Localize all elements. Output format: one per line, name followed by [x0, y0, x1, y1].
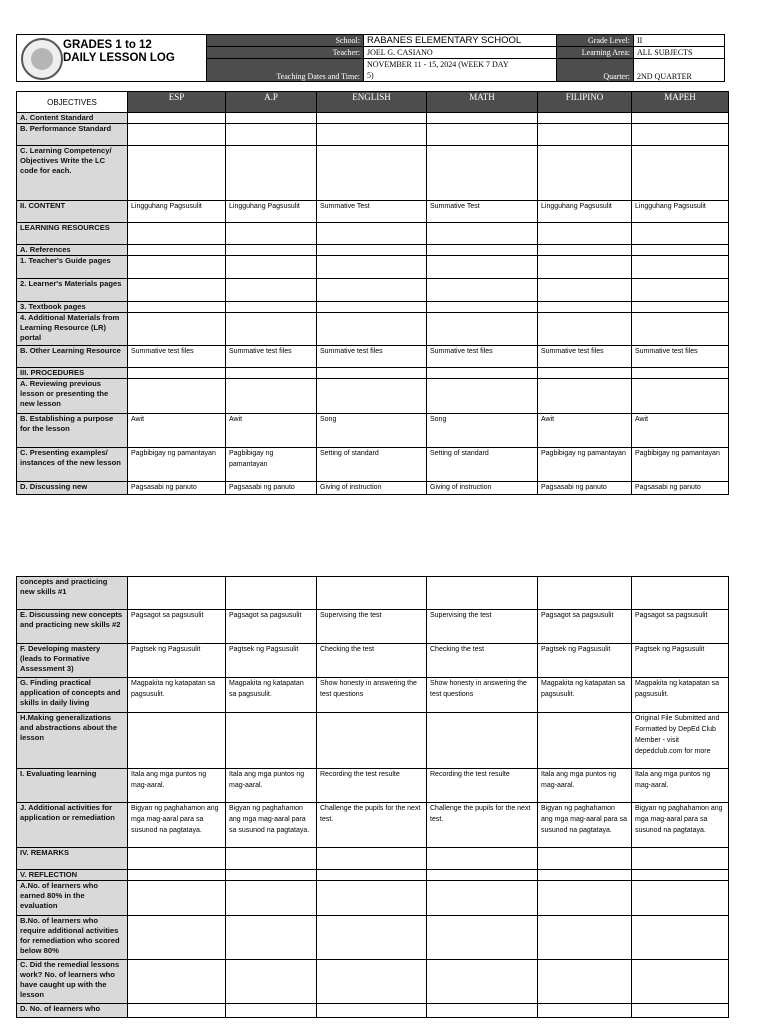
- cell-ap: [226, 256, 317, 279]
- cell-math: [427, 223, 538, 245]
- cell-esp: [128, 279, 226, 302]
- cell-ap: [226, 916, 317, 960]
- cell-english: [317, 124, 427, 146]
- lesson-log-table-page1: [16, 91, 729, 495]
- cell-ap: [226, 379, 317, 414]
- cell-filipino: Awit: [538, 414, 632, 448]
- cell-ap: Itala ang mga puntos ng mag-aaral.: [226, 769, 317, 803]
- row-label: concepts and practicing new skills #1: [17, 577, 128, 610]
- cell-mapeh: Original File Submitted and Formatted by DepEd Club Member - visit depedclub.com for more: [632, 713, 729, 769]
- row-label: D. Discussing new: [17, 482, 128, 495]
- table-row: [17, 803, 729, 848]
- table-row: [17, 448, 729, 482]
- cell-esp: [128, 124, 226, 146]
- cell-math: [427, 368, 538, 379]
- cell-esp: [128, 848, 226, 870]
- cell-ap: Bigyan ng paghahamon ang mga mag-aaral para sa susunod na pagtataya.: [226, 803, 317, 848]
- cell-esp: [128, 577, 226, 610]
- cell-ap: [226, 279, 317, 302]
- area-label: Learning Area:: [557, 47, 634, 59]
- col-header-english: ENGLISH: [317, 92, 427, 113]
- teacher-label: Teacher:: [207, 47, 364, 59]
- cell-ap: Awit: [226, 414, 317, 448]
- cell-ap: [226, 881, 317, 916]
- cell-ap: Magpakita ng katapatan sa pagsusulit.: [226, 678, 317, 713]
- cell-mapeh: Pagsasabi ng panuto: [632, 482, 729, 495]
- table-row: [17, 848, 729, 870]
- table-row: [17, 960, 729, 1004]
- row-label: A.No. of learners who earned 80% in the evaluation: [17, 881, 128, 916]
- cell-math: [427, 146, 538, 201]
- row-label: B. Establishing a purpose for the lesson: [17, 414, 128, 448]
- row-label: 4. Additional Materials from Learning Resource (LR) portal: [17, 313, 128, 346]
- cell-esp: [128, 916, 226, 960]
- cell-english: [317, 577, 427, 610]
- page2-body: [17, 577, 729, 1018]
- cell-english: Summative test files: [317, 346, 427, 368]
- table-row: [17, 113, 729, 124]
- cell-esp: [128, 313, 226, 346]
- cell-esp: [128, 379, 226, 414]
- cell-english: [317, 279, 427, 302]
- cell-english: [317, 1004, 427, 1018]
- col-header-ap: A.P: [226, 92, 317, 113]
- table-row: [17, 713, 729, 769]
- cell-mapeh: [632, 113, 729, 124]
- cell-mapeh: [632, 870, 729, 881]
- cell-mapeh: Summative test files: [632, 346, 729, 368]
- table-row: [17, 870, 729, 881]
- table-row: [17, 223, 729, 245]
- cell-filipino: [538, 256, 632, 279]
- cell-english: Challenge the pupils for the next test.: [317, 803, 427, 848]
- table-row: [17, 881, 729, 916]
- cell-filipino: [538, 313, 632, 346]
- cell-esp: Pagsagot sa pagsusulit: [128, 610, 226, 644]
- cell-filipino: [538, 881, 632, 916]
- row-label: I. Evaluating learning: [17, 769, 128, 803]
- cell-esp: [128, 881, 226, 916]
- cell-ap: [226, 313, 317, 346]
- cell-esp: Awit: [128, 414, 226, 448]
- cell-mapeh: [632, 313, 729, 346]
- cell-english: [317, 870, 427, 881]
- cell-mapeh: Pagbibigay ng pamantayan: [632, 448, 729, 482]
- row-label: C. Learning Competency/ Objectives Write the LC code for each.: [17, 146, 128, 201]
- cell-english: Giving of instruction: [317, 482, 427, 495]
- cell-english: [317, 848, 427, 870]
- cell-mapeh: [632, 848, 729, 870]
- table-row: [17, 368, 729, 379]
- row-label: 1. Teacher's Guide pages: [17, 256, 128, 279]
- table-row: [17, 313, 729, 346]
- row-label: B.No. of learners who require additional activities for remediation who scored below 80%: [17, 916, 128, 960]
- cell-esp: Lingguhang Pagsusulit: [128, 201, 226, 223]
- cell-mapeh: Lingguhang Pagsusulit: [632, 201, 729, 223]
- table-row: [17, 678, 729, 713]
- cell-math: [427, 881, 538, 916]
- cell-filipino: [538, 245, 632, 256]
- cell-esp: Pagbibigay ng pamantayan: [128, 448, 226, 482]
- cell-english: [317, 113, 427, 124]
- cell-english: [317, 368, 427, 379]
- table-row: [17, 201, 729, 223]
- cell-esp: [128, 1004, 226, 1018]
- grade-label: Grade Level:: [557, 35, 634, 47]
- cell-filipino: Itala ang mga puntos ng mag-aaral.: [538, 769, 632, 803]
- cell-filipino: [538, 124, 632, 146]
- cell-math: Summative Test: [427, 201, 538, 223]
- table-row: [17, 482, 729, 495]
- cell-mapeh: Magpakita ng katapatan sa pagsusulit.: [632, 678, 729, 713]
- header-title-line1: GRADES 1 to 12: [63, 39, 152, 51]
- cell-english: [317, 302, 427, 313]
- dates-value: [364, 59, 557, 82]
- dates-value-line1: NOVEMBER 11 - 15, 2024 (WEEK 7 DAY: [367, 60, 509, 69]
- cell-math: [427, 279, 538, 302]
- quarter-value: 2ND QUARTER: [634, 59, 725, 82]
- cell-mapeh: Awit: [632, 414, 729, 448]
- cell-esp: [128, 713, 226, 769]
- cell-esp: [128, 960, 226, 1004]
- cell-english: [317, 256, 427, 279]
- row-label: A. Reviewing previous lesson or presenting the new lesson: [17, 379, 128, 414]
- cell-mapeh: [632, 302, 729, 313]
- cell-mapeh: [632, 124, 729, 146]
- col-header-math: MATH: [427, 92, 538, 113]
- cell-math: Song: [427, 414, 538, 448]
- title-block: [16, 34, 208, 82]
- cell-mapeh: [632, 1004, 729, 1018]
- cell-math: Summative test files: [427, 346, 538, 368]
- cell-ap: [226, 245, 317, 256]
- cell-english: [317, 713, 427, 769]
- table-row: [17, 577, 729, 610]
- cell-math: Recording the test resulte: [427, 769, 538, 803]
- row-label: C. Did the remedial lessons work? No. of learners who have caught up with the lesson: [17, 960, 128, 1004]
- cell-math: Setting of standard: [427, 448, 538, 482]
- header-info-grid: [206, 34, 725, 82]
- objectives-header: OBJECTIVES: [17, 92, 128, 113]
- cell-filipino: [538, 916, 632, 960]
- cell-ap: [226, 713, 317, 769]
- cell-filipino: [538, 960, 632, 1004]
- header-title-line2: DAILY LESSON LOG: [63, 52, 175, 64]
- cell-filipino: Summative test files: [538, 346, 632, 368]
- table-row: [17, 245, 729, 256]
- cell-math: Giving of instruction: [427, 482, 538, 495]
- row-label: 3. Textbook pages: [17, 302, 128, 313]
- cell-english: Song: [317, 414, 427, 448]
- school-label: School:: [207, 35, 364, 47]
- dates-label: Teaching Dates and Time:: [207, 59, 364, 82]
- row-label: D. No. of learners who: [17, 1004, 128, 1018]
- cell-english: Supervising the test: [317, 610, 427, 644]
- lesson-log-header: [16, 34, 728, 82]
- cell-esp: Magpakita ng katapatan sa pagsusulit.: [128, 678, 226, 713]
- cell-english: [317, 881, 427, 916]
- cell-math: [427, 124, 538, 146]
- cell-esp: [128, 113, 226, 124]
- teacher-value: JOEL G. CASIANO: [364, 47, 557, 59]
- grade-value: II: [634, 35, 725, 47]
- cell-ap: Pagsagot sa pagsusulit: [226, 610, 317, 644]
- cell-mapeh: [632, 279, 729, 302]
- cell-ap: Pagsasabi ng panuto: [226, 482, 317, 495]
- cell-mapeh: Pagsagot sa pagsusulit: [632, 610, 729, 644]
- cell-esp: Summative test files: [128, 346, 226, 368]
- cell-esp: Itala ang mga puntos ng mag-aaral.: [128, 769, 226, 803]
- cell-mapeh: [632, 368, 729, 379]
- row-label: C. Presenting examples/ instances of the new lesson: [17, 448, 128, 482]
- cell-mapeh: Pagtsek ng Pagsusulit: [632, 644, 729, 678]
- cell-filipino: Magpakita ng katapatan sa pagsusulit.: [538, 678, 632, 713]
- cell-math: [427, 870, 538, 881]
- cell-esp: [128, 245, 226, 256]
- cell-filipino: [538, 279, 632, 302]
- row-label: F. Developing mastery (leads to Formative Assessment 3): [17, 644, 128, 678]
- cell-esp: [128, 368, 226, 379]
- cell-math: [427, 577, 538, 610]
- cell-math: Checking the test: [427, 644, 538, 678]
- table-row: [17, 256, 729, 279]
- dates-value-line2: 5): [367, 71, 374, 80]
- cell-mapeh: Bigyan ng paghahamon ang mga mag-aaral para sa susunod na pagtataya.: [632, 803, 729, 848]
- cell-filipino: [538, 870, 632, 881]
- table-row: [17, 146, 729, 201]
- cell-ap: Lingguhang Pagsusulit: [226, 201, 317, 223]
- row-label: A. Content Standard: [17, 113, 128, 124]
- cell-mapeh: Itala ang mga puntos ng mag-aaral.: [632, 769, 729, 803]
- cell-filipino: Pagbibigay ng pamantayan: [538, 448, 632, 482]
- cell-filipino: [538, 146, 632, 201]
- cell-esp: [128, 146, 226, 201]
- column-header-row: [17, 92, 729, 113]
- cell-esp: [128, 302, 226, 313]
- cell-mapeh: [632, 379, 729, 414]
- cell-esp: Bigyan ng paghahamon ang mga mag-aaral para sa susunod na pagtataya.: [128, 803, 226, 848]
- deped-seal-icon: [21, 38, 63, 80]
- cell-english: [317, 379, 427, 414]
- cell-esp: Pagtsek ng Pagsusulit: [128, 644, 226, 678]
- cell-ap: [226, 848, 317, 870]
- area-value: ALL SUBJECTS: [634, 47, 725, 59]
- col-header-mapeh: MAPEH: [632, 92, 729, 113]
- table-row: [17, 769, 729, 803]
- row-label: E. Discussing new concepts and practicing new skills #2: [17, 610, 128, 644]
- cell-english: Summative Test: [317, 201, 427, 223]
- table-row: [17, 124, 729, 146]
- cell-math: [427, 302, 538, 313]
- row-label: 2. Learner's Materials pages: [17, 279, 128, 302]
- table-row: [17, 916, 729, 960]
- cell-ap: [226, 368, 317, 379]
- cell-mapeh: [632, 577, 729, 610]
- cell-mapeh: [632, 960, 729, 1004]
- row-label: J. Additional activities for application or remediation: [17, 803, 128, 848]
- cell-ap: [226, 146, 317, 201]
- lesson-log-table-page2: [16, 576, 729, 1018]
- cell-english: [317, 960, 427, 1004]
- row-label: B. Performance Standard: [17, 124, 128, 146]
- cell-math: [427, 113, 538, 124]
- cell-ap: [226, 577, 317, 610]
- cell-english: [317, 223, 427, 245]
- cell-filipino: [538, 302, 632, 313]
- cell-esp: [128, 256, 226, 279]
- cell-filipino: [538, 577, 632, 610]
- cell-filipino: [538, 379, 632, 414]
- cell-filipino: Pagsasabi ng panuto: [538, 482, 632, 495]
- row-label: III. PROCEDURES: [17, 368, 128, 379]
- cell-english: Setting of standard: [317, 448, 427, 482]
- cell-filipino: Pagtsek ng Pagsusulit: [538, 644, 632, 678]
- row-label: IV. REMARKS: [17, 848, 128, 870]
- cell-ap: [226, 124, 317, 146]
- row-label: V. REFLECTION: [17, 870, 128, 881]
- cell-ap: [226, 113, 317, 124]
- col-header-filipino: FILIPINO: [538, 92, 632, 113]
- cell-math: [427, 245, 538, 256]
- cell-math: Supervising the test: [427, 610, 538, 644]
- cell-ap: [226, 870, 317, 881]
- cell-filipino: [538, 223, 632, 245]
- cell-math: [427, 848, 538, 870]
- table-row: [17, 302, 729, 313]
- table-row: [17, 379, 729, 414]
- cell-filipino: [538, 848, 632, 870]
- cell-filipino: [538, 713, 632, 769]
- cell-math: [427, 1004, 538, 1018]
- cell-filipino: Lingguhang Pagsusulit: [538, 201, 632, 223]
- cell-english: Show honesty in answering the test questions: [317, 678, 427, 713]
- cell-ap: [226, 302, 317, 313]
- cell-mapeh: [632, 881, 729, 916]
- cell-ap: [226, 1004, 317, 1018]
- cell-filipino: Pagsagot sa pagsusulit: [538, 610, 632, 644]
- table-row: [17, 414, 729, 448]
- row-label: G. Finding practical application of concepts and skills in daily living: [17, 678, 128, 713]
- cell-ap: [226, 960, 317, 1004]
- row-label: LEARNING RESOURCES: [17, 223, 128, 245]
- cell-math: [427, 916, 538, 960]
- cell-math: [427, 713, 538, 769]
- quarter-label: Quarter:: [557, 59, 634, 82]
- cell-english: Recording the test resulte: [317, 769, 427, 803]
- cell-filipino: [538, 368, 632, 379]
- cell-math: [427, 379, 538, 414]
- cell-esp: [128, 223, 226, 245]
- cell-math: Challenge the pupils for the next test.: [427, 803, 538, 848]
- page1-body: [17, 113, 729, 495]
- cell-mapeh: [632, 256, 729, 279]
- cell-english: [317, 313, 427, 346]
- row-label: B. Other Learning Resource: [17, 346, 128, 368]
- cell-mapeh: [632, 245, 729, 256]
- table-row: [17, 610, 729, 644]
- cell-filipino: [538, 1004, 632, 1018]
- cell-filipino: Bigyan ng paghahamon ang mga mag-aaral para sa susunod na pagtataya.: [538, 803, 632, 848]
- cell-math: Show honesty in answering the test questions: [427, 678, 538, 713]
- cell-mapeh: [632, 916, 729, 960]
- table-row: [17, 279, 729, 302]
- cell-english: Checking the test: [317, 644, 427, 678]
- cell-mapeh: [632, 223, 729, 245]
- col-header-esp: ESP: [128, 92, 226, 113]
- table-row: [17, 346, 729, 368]
- cell-ap: Pagtsek ng Pagsusulit: [226, 644, 317, 678]
- cell-english: [317, 916, 427, 960]
- cell-english: [317, 146, 427, 201]
- row-label: H.Making generalizations and abstractions about the lesson: [17, 713, 128, 769]
- cell-math: [427, 256, 538, 279]
- cell-esp: [128, 870, 226, 881]
- cell-esp: Pagsasabi ng panuto: [128, 482, 226, 495]
- school-value: RABANES ELEMENTARY SCHOOL: [364, 35, 557, 47]
- cell-mapeh: [632, 146, 729, 201]
- row-label: A. References: [17, 245, 128, 256]
- cell-math: [427, 960, 538, 1004]
- cell-english: [317, 245, 427, 256]
- table-row: [17, 644, 729, 678]
- cell-filipino: [538, 113, 632, 124]
- row-label: II. CONTENT: [17, 201, 128, 223]
- cell-math: [427, 313, 538, 346]
- cell-ap: [226, 223, 317, 245]
- cell-ap: Pagbibigay ng pamantayan: [226, 448, 317, 482]
- cell-ap: Summative test files: [226, 346, 317, 368]
- table-row: [17, 1004, 729, 1018]
